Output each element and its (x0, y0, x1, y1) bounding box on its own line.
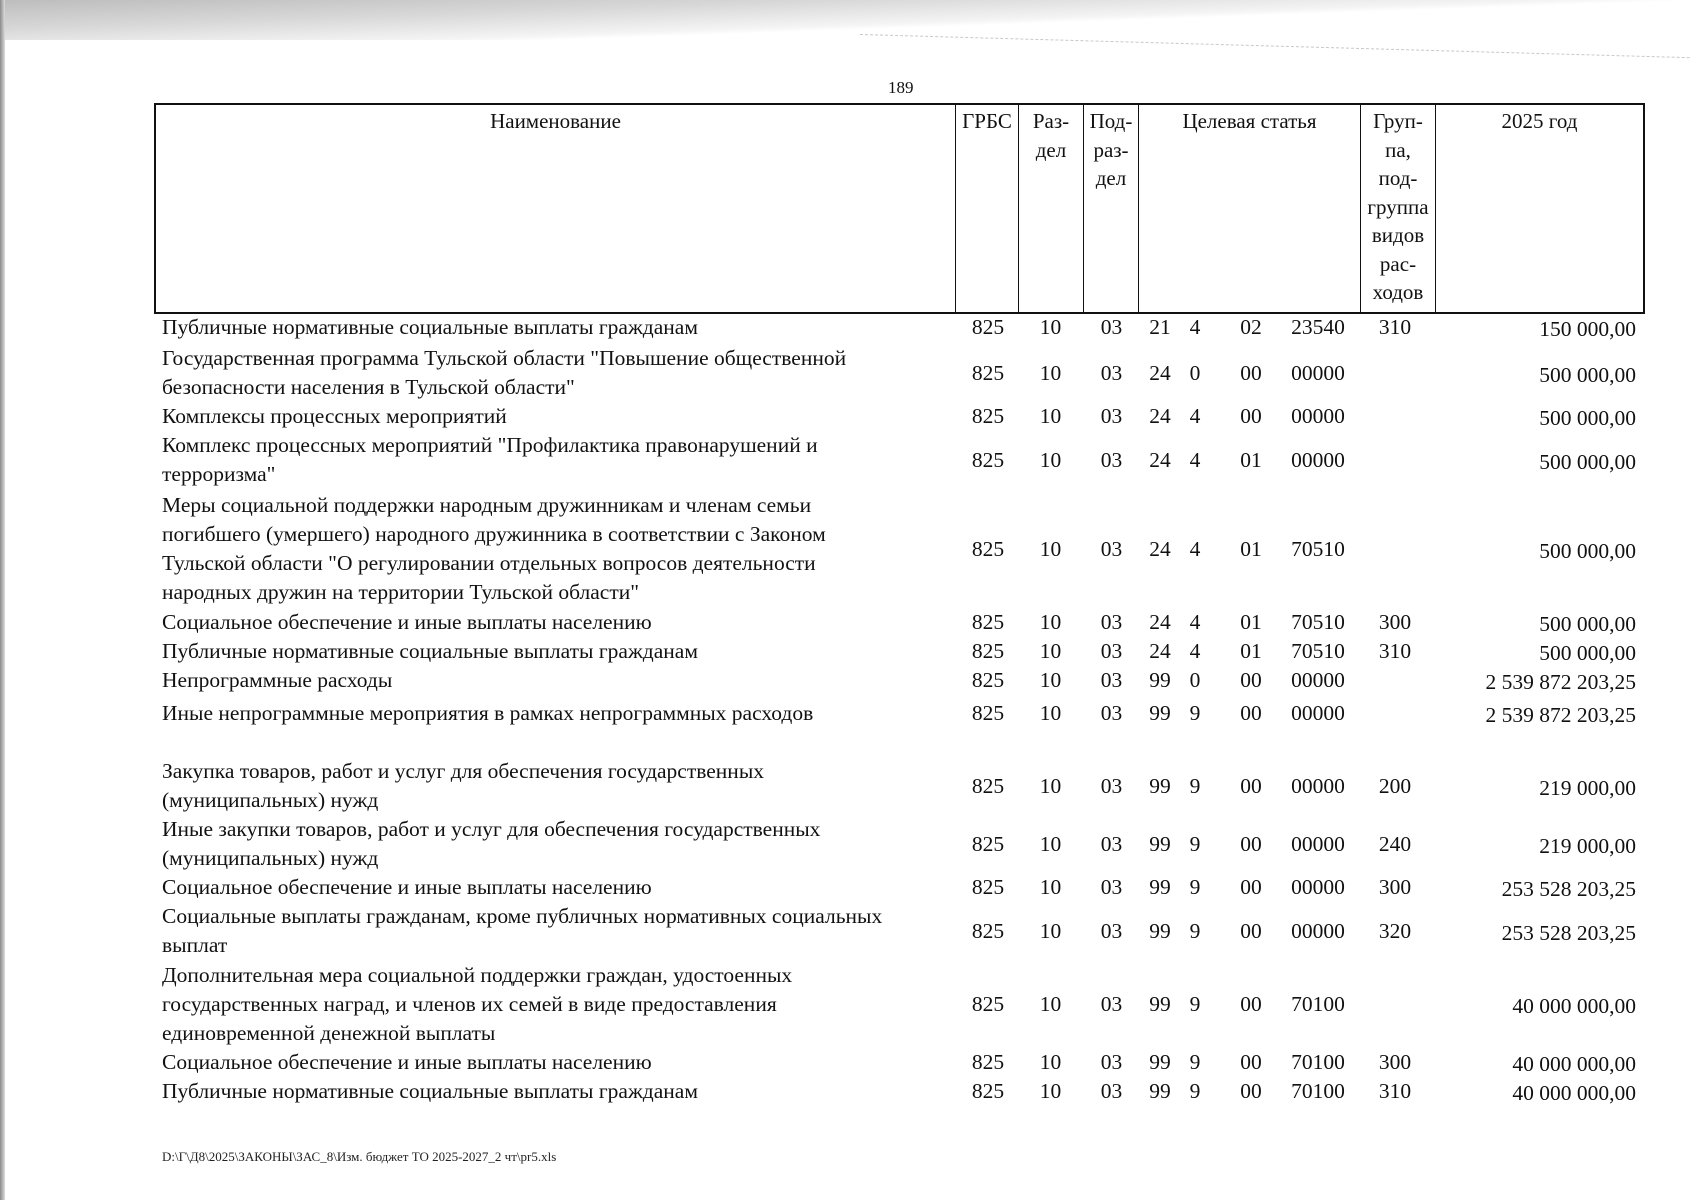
cell-name (162, 666, 952, 695)
cell-name-line: Иные закупки товаров, работ и услуг для обеспечения государственных (162, 817, 821, 841)
cell-grbs: 825 (971, 992, 1005, 1016)
cell-target-complex: 00 (1240, 668, 1262, 692)
cell-name-line: Тульской области "О регулировании отдельных вопросов деятельности (162, 551, 816, 575)
cell-target-complex: 01 (1240, 639, 1262, 663)
cell-name (162, 757, 952, 815)
cell-name-line: народных дружин на территории Тульской области" (162, 580, 639, 604)
cell-target-type: 4 (1189, 315, 1201, 339)
cell-expense-group: 310 (1378, 639, 1412, 663)
cell-target-program: 99 (1149, 875, 1171, 899)
table-row (0, 637, 1696, 666)
cell-target-program: 21 (1149, 315, 1171, 339)
cell-target-type: 9 (1189, 992, 1201, 1016)
cell-razdel: 10 (1039, 701, 1062, 725)
cell-podrazdel: 03 (1100, 773, 1123, 798)
cell-target-type: 9 (1189, 701, 1201, 725)
cell-target-complex: 00 (1240, 773, 1262, 798)
cell-target-type: 0 (1189, 668, 1201, 692)
cell-target-type: 9 (1189, 831, 1201, 856)
cell-target-type: 4 (1189, 404, 1201, 428)
cell-target-complex: 01 (1240, 447, 1262, 472)
cell-razdel: 10 (1039, 668, 1062, 692)
table-row (0, 1077, 1696, 1106)
cell-amount-2025: 219 000,00 (1539, 833, 1636, 858)
cell-target-program: 24 (1149, 360, 1171, 385)
cell-name (162, 699, 952, 728)
cell-target-program: 99 (1149, 701, 1171, 725)
cell-name-line: Социальные выплаты гражданам, кроме публичных нормативных социальных (162, 904, 883, 928)
table-row (0, 873, 1696, 902)
cell-target-program: 24 (1149, 404, 1171, 428)
cell-target-direction: 70100 (1291, 1079, 1345, 1103)
cell-target-complex: 00 (1240, 1079, 1262, 1103)
cell-target-direction: 70510 (1291, 536, 1345, 561)
cell-grbs: 825 (971, 360, 1005, 385)
cell-name-line: Комплексы процессных мероприятий (162, 404, 507, 428)
cell-razdel: 10 (1039, 639, 1062, 663)
cell-name (162, 431, 952, 489)
cell-podrazdel: 03 (1100, 875, 1123, 899)
table-row (0, 313, 1696, 342)
table-row (0, 344, 1696, 402)
cell-podrazdel: 03 (1100, 701, 1123, 725)
cell-target-direction: 70510 (1291, 639, 1345, 663)
header-grbs: ГРБС (956, 105, 1019, 312)
cell-target-program: 99 (1149, 918, 1171, 943)
file-path-footer: D:\Г\Д8\2025\ЗАКОНЫ\ЗАС_8\Изм. бюджет ТО 2025-2027_2 чт\pr5.xls (162, 1149, 557, 1164)
cell-expense-group: 310 (1378, 315, 1412, 339)
cell-amount-2025: 500 000,00 (1539, 406, 1636, 430)
cell-name-line: Государственная программа Тульской области "Повышение общественной (162, 346, 847, 370)
cell-target-complex: 00 (1240, 360, 1262, 385)
cell-target-direction: 00000 (1291, 773, 1345, 798)
cell-target-direction: 00000 (1291, 404, 1345, 428)
cell-name (162, 961, 952, 1048)
cell-target-program: 24 (1149, 610, 1171, 634)
cell-name-line: Меры социальной поддержки народным дружинникам и членам семьи (162, 493, 812, 517)
cell-target-type: 9 (1189, 918, 1201, 943)
cell-target-direction: 23540 (1291, 315, 1345, 339)
cell-name-line: государственных наград, и членов их семей в виде предоставления (162, 992, 777, 1016)
cell-grbs: 825 (971, 447, 1005, 472)
cell-amount-2025: 40 000 000,00 (1512, 994, 1636, 1018)
cell-target-direction: 00000 (1291, 701, 1345, 725)
cell-grbs: 825 (971, 639, 1005, 663)
cell-name (162, 491, 952, 607)
cell-amount-2025: 253 528 203,25 (1501, 877, 1636, 901)
cell-amount-2025: 253 528 203,25 (1501, 920, 1636, 945)
table-row (0, 961, 1696, 1048)
cell-name-line: Публичные нормативные социальные выплаты гражданам (162, 639, 698, 663)
cell-name (162, 313, 952, 342)
cell-grbs: 825 (971, 918, 1005, 943)
cell-grbs: 825 (971, 404, 1005, 428)
cell-name-line: Публичные нормативные социальные выплаты гражданам (162, 315, 698, 339)
cell-grbs: 825 (971, 536, 1005, 561)
cell-grbs: 825 (971, 701, 1005, 725)
cell-podrazdel: 03 (1100, 610, 1123, 634)
cell-razdel: 10 (1039, 918, 1062, 943)
table-row (0, 1048, 1696, 1077)
header-year: 2025 год (1501, 109, 1578, 133)
cell-razdel: 10 (1039, 536, 1062, 561)
cell-name (162, 873, 952, 902)
cell-razdel: 10 (1039, 360, 1062, 385)
cell-podrazdel: 03 (1100, 1079, 1123, 1103)
cell-name-line: Закупка товаров, работ и услуг для обеспечения государственных (162, 759, 765, 783)
cell-target-type: 4 (1189, 610, 1201, 634)
cell-podrazdel: 03 (1100, 639, 1123, 663)
cell-razdel: 10 (1039, 315, 1062, 339)
cell-name-line: выплат (162, 933, 228, 957)
cell-amount-2025: 500 000,00 (1539, 449, 1636, 474)
cell-amount-2025: 219 000,00 (1539, 775, 1636, 800)
cell-target-program: 99 (1149, 831, 1171, 856)
cell-amount-2025: 500 000,00 (1539, 538, 1636, 563)
table-row (0, 902, 1696, 960)
cell-target-type: 4 (1189, 536, 1201, 561)
table-row (0, 757, 1696, 815)
cell-razdel: 10 (1039, 1050, 1062, 1074)
table-row (0, 815, 1696, 873)
cell-podrazdel: 03 (1100, 668, 1123, 692)
cell-name (162, 1077, 952, 1106)
cell-name-line: Дополнительная мера социальной поддержки граждан, удостоенных (162, 963, 793, 987)
cell-target-program: 24 (1149, 447, 1171, 472)
cell-grbs: 825 (971, 315, 1005, 339)
cell-amount-2025: 150 000,00 (1539, 317, 1636, 341)
cell-target-type: 4 (1189, 639, 1201, 663)
cell-name-line: (муниципальных) нужд (162, 788, 379, 812)
cell-target-direction: 00000 (1291, 360, 1345, 385)
cell-name (162, 1048, 952, 1077)
cell-target-direction: 00000 (1291, 831, 1345, 856)
cell-expense-group: 200 (1378, 773, 1412, 798)
cell-target-complex: 02 (1240, 315, 1262, 339)
cell-podrazdel: 03 (1100, 831, 1123, 856)
cell-target-complex: 00 (1240, 918, 1262, 943)
cell-name-line: безопасности населения в Тульской области" (162, 375, 575, 399)
cell-expense-group: 240 (1378, 831, 1412, 856)
cell-razdel: 10 (1039, 773, 1062, 798)
cell-target-program: 99 (1149, 773, 1171, 798)
cell-target-program: 99 (1149, 1079, 1171, 1103)
cell-target-type: 9 (1189, 1079, 1201, 1103)
table-row (0, 491, 1696, 607)
cell-razdel: 10 (1039, 831, 1062, 856)
cell-target-complex: 00 (1240, 404, 1262, 428)
cell-amount-2025: 40 000 000,00 (1512, 1052, 1636, 1076)
cell-razdel: 10 (1039, 1079, 1062, 1103)
cell-amount-2025: 500 000,00 (1539, 362, 1636, 387)
cell-amount-2025: 500 000,00 (1539, 641, 1636, 665)
cell-target-program: 24 (1149, 536, 1171, 561)
table-header (154, 103, 1645, 314)
cell-amount-2025: 40 000 000,00 (1512, 1081, 1636, 1105)
cell-podrazdel: 03 (1100, 447, 1123, 472)
cell-name-line: Социальное обеспечение и иные выплаты населению (162, 875, 652, 899)
cell-amount-2025: 2 539 872 203,25 (1485, 703, 1636, 727)
cell-target-type: 9 (1189, 1050, 1201, 1074)
cell-target-type: 0 (1189, 360, 1201, 385)
cell-name (162, 608, 952, 637)
cell-name (162, 902, 952, 960)
cell-grbs: 825 (971, 831, 1005, 856)
cell-grbs: 825 (971, 668, 1005, 692)
cell-razdel: 10 (1039, 404, 1062, 428)
header-name: Наименование (156, 105, 956, 312)
cell-name (162, 637, 952, 666)
cell-razdel: 10 (1039, 447, 1062, 472)
cell-name (162, 815, 952, 873)
cell-podrazdel: 03 (1100, 536, 1123, 561)
cell-grbs: 825 (971, 610, 1005, 634)
cell-grbs: 825 (971, 1050, 1005, 1074)
cell-target-direction: 00000 (1291, 668, 1345, 692)
cell-grbs: 825 (971, 1079, 1005, 1103)
cell-podrazdel: 03 (1100, 1050, 1123, 1074)
cell-podrazdel: 03 (1100, 315, 1123, 339)
cell-target-program: 24 (1149, 639, 1171, 663)
cell-target-program: 99 (1149, 992, 1171, 1016)
cell-name-line: Непрограммные расходы (162, 668, 393, 692)
cell-target-program: 99 (1149, 668, 1171, 692)
cell-target-complex: 01 (1240, 536, 1262, 561)
cell-target-complex: 00 (1240, 1050, 1262, 1074)
cell-expense-group: 320 (1378, 918, 1412, 943)
cell-target-direction: 70100 (1291, 1050, 1345, 1074)
cell-target-complex: 00 (1240, 701, 1262, 725)
header-gruppa: Груп- па, под- группа видов рас- ходов (1361, 105, 1436, 312)
cell-target-direction: 00000 (1291, 447, 1345, 472)
header-podrazdel: Под- раз- дел (1084, 105, 1139, 312)
cell-target-direction: 70100 (1291, 992, 1345, 1016)
cell-target-direction: 00000 (1291, 875, 1345, 899)
cell-name-line: погибшего (умершего) народного дружинника в соответствии с Законом (162, 522, 826, 546)
cell-expense-group: 300 (1378, 610, 1412, 634)
cell-razdel: 10 (1039, 875, 1062, 899)
header-celevaya-statya: Целевая статья (1139, 105, 1361, 312)
header-razdel: Раз- дел (1019, 105, 1084, 312)
cell-grbs: 825 (971, 773, 1005, 798)
cell-grbs: 825 (971, 875, 1005, 899)
cell-name-line: Комплекс процессных мероприятий "Профилактика правонарушений и (162, 433, 818, 457)
table-row (0, 402, 1696, 431)
cell-target-direction: 00000 (1291, 918, 1345, 943)
scan-shadow-top (0, 0, 1696, 40)
cell-target-complex: 01 (1240, 610, 1262, 634)
cell-name (162, 344, 952, 402)
page-number: 189 (888, 78, 914, 97)
cell-expense-group: 310 (1378, 1079, 1412, 1103)
table-row (0, 699, 1696, 728)
cell-name-line: терроризма" (162, 462, 276, 486)
cell-podrazdel: 03 (1100, 918, 1123, 943)
cell-amount-2025: 2 539 872 203,25 (1485, 670, 1636, 694)
cell-target-type: 4 (1189, 447, 1201, 472)
table-row (0, 608, 1696, 637)
cell-expense-group: 300 (1378, 875, 1412, 899)
cell-name-line: единовременной денежной выплаты (162, 1021, 496, 1045)
cell-expense-group: 300 (1378, 1050, 1412, 1074)
cell-name-line: Публичные нормативные социальные выплаты гражданам (162, 1079, 698, 1103)
cell-amount-2025: 500 000,00 (1539, 612, 1636, 636)
cell-razdel: 10 (1039, 610, 1062, 634)
cell-podrazdel: 03 (1100, 360, 1123, 385)
cell-podrazdel: 03 (1100, 404, 1123, 428)
table-row (0, 666, 1696, 695)
cell-name-line: Иные непрограммные мероприятия в рамках непрограммных расходов (162, 701, 814, 725)
cell-name-line: Социальное обеспечение и иные выплаты населению (162, 610, 652, 634)
cell-name (162, 402, 952, 431)
cell-target-type: 9 (1189, 773, 1201, 798)
cell-razdel: 10 (1039, 992, 1062, 1016)
cell-target-complex: 00 (1240, 875, 1262, 899)
cell-name-line: Социальное обеспечение и иные выплаты населению (162, 1050, 652, 1074)
cell-target-direction: 70510 (1291, 610, 1345, 634)
cell-podrazdel: 03 (1100, 992, 1123, 1016)
cell-target-type: 9 (1189, 875, 1201, 899)
cell-target-program: 99 (1149, 1050, 1171, 1074)
cell-target-complex: 00 (1240, 992, 1262, 1016)
table-row (0, 431, 1696, 489)
cell-target-complex: 00 (1240, 831, 1262, 856)
cell-name-line: (муниципальных) нужд (162, 846, 379, 870)
